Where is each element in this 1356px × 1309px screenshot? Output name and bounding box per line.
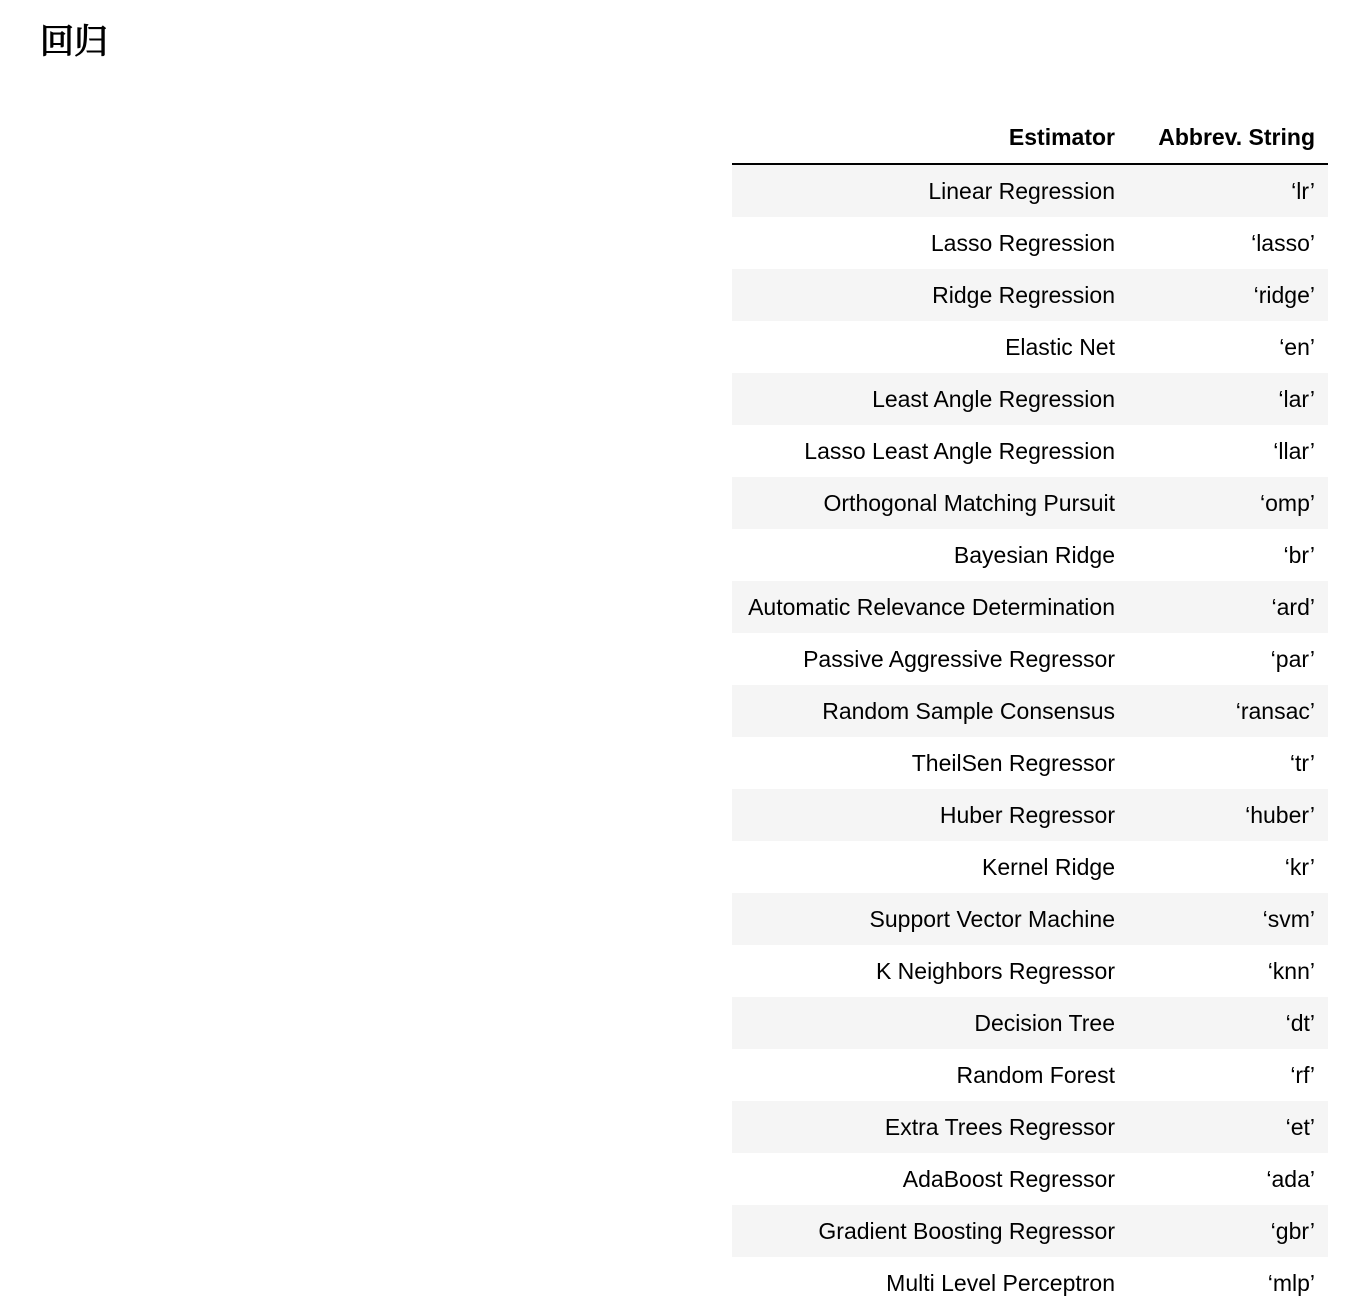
- abbrev-string-cell: ‘et’: [1128, 1101, 1328, 1153]
- table-row: [732, 529, 1328, 581]
- table-row: [732, 945, 1328, 997]
- abbrev-string-cell: ‘rf’: [1290, 1061, 1315, 1088]
- estimator-cell: AdaBoost Regressor: [902, 1165, 1115, 1192]
- abbrev-string-cell: ‘llar’: [1273, 437, 1315, 464]
- table-row: [732, 789, 1328, 841]
- table-row: [732, 1257, 1328, 1309]
- abbrev-string-cell: ‘knn’: [1267, 957, 1315, 984]
- abbrev-string-cell: ‘ard’: [1128, 581, 1328, 633]
- abbrev-string-cell: ‘br’: [1283, 541, 1315, 568]
- table-row: [732, 581, 1328, 633]
- table-row: [732, 217, 1328, 269]
- abbrev-string-cell: ‘ransac’: [1128, 685, 1328, 737]
- table-header-row: [732, 112, 1328, 164]
- table-row: [732, 633, 1328, 685]
- abbrev-string-cell: ‘lasso’: [1251, 229, 1315, 256]
- estimator-cell: Elastic Net: [1005, 333, 1115, 360]
- abbrev-string-cell: ‘dt’: [1128, 997, 1328, 1049]
- abbrev-string-cell: ‘omp’: [1128, 477, 1328, 529]
- estimator-cell: Orthogonal Matching Pursuit: [732, 477, 1128, 529]
- abbrev-column-header: Abbrev. String: [1128, 112, 1328, 164]
- abbrev-string-cell: ‘ada’: [1266, 1165, 1315, 1192]
- table-row: [732, 893, 1328, 945]
- table-row: [732, 321, 1328, 373]
- table-row: [732, 373, 1328, 425]
- estimator-cell: Multi Level Perceptron: [886, 1269, 1115, 1296]
- table-header: [732, 112, 1328, 164]
- estimator-cell: Linear Regression: [732, 164, 1128, 217]
- table-row: [732, 685, 1328, 737]
- abbrev-string-cell: ‘mlp’: [1267, 1269, 1315, 1296]
- estimator-cell: Passive Aggressive Regressor: [803, 645, 1115, 672]
- estimator-cell: Gradient Boosting Regressor: [732, 1205, 1128, 1257]
- abbrev-string-cell: ‘huber’: [1128, 789, 1328, 841]
- table-row: [732, 1205, 1328, 1257]
- page-title: 回归: [40, 22, 108, 62]
- abbrev-string-cell: ‘tr’: [1289, 749, 1315, 776]
- estimator-table: [732, 112, 1328, 1309]
- estimator-cell: K Neighbors Regressor: [875, 957, 1115, 984]
- estimator-cell: Decision Tree: [732, 997, 1128, 1049]
- table-row: [732, 1101, 1328, 1153]
- table-row: [732, 737, 1328, 789]
- estimator-cell: Support Vector Machine: [732, 893, 1128, 945]
- abbrev-string-cell: ‘en’: [1279, 333, 1315, 360]
- estimator-cell: Lasso Least Angle Regression: [804, 437, 1115, 464]
- estimator-cell: Extra Trees Regressor: [732, 1101, 1128, 1153]
- abbrev-string-cell: ‘lr’: [1128, 164, 1328, 217]
- table-row: [732, 1049, 1328, 1101]
- abbrev-string-cell: ‘ridge’: [1128, 269, 1328, 321]
- abbrev-string-cell: ‘lar’: [1128, 373, 1328, 425]
- estimator-cell: Huber Regressor: [732, 789, 1128, 841]
- table-row: [732, 477, 1328, 529]
- estimator-cell: Bayesian Ridge: [953, 541, 1115, 568]
- abbrev-string-cell: ‘par’: [1270, 645, 1315, 672]
- estimator-column-header: Estimator: [732, 112, 1128, 164]
- table-row: [732, 164, 1328, 217]
- estimator-cell: Random Forest: [956, 1061, 1115, 1088]
- estimator-cell: Lasso Regression: [930, 229, 1115, 256]
- estimator-cell: Random Sample Consensus: [732, 685, 1128, 737]
- abbrev-string-cell: ‘kr’: [1284, 853, 1315, 880]
- table-row: [732, 841, 1328, 893]
- estimator-cell: Ridge Regression: [732, 269, 1128, 321]
- estimator-cell: Kernel Ridge: [982, 853, 1115, 880]
- abbrev-string-cell: ‘gbr’: [1128, 1205, 1328, 1257]
- table-row: [732, 997, 1328, 1049]
- table-body: [732, 164, 1328, 1309]
- table-row: [732, 1153, 1328, 1205]
- estimator-cell: Least Angle Regression: [732, 373, 1128, 425]
- table-row: [732, 425, 1328, 477]
- estimator-cell: TheilSen Regressor: [911, 749, 1115, 776]
- estimator-cell: Automatic Relevance Determination: [732, 581, 1128, 633]
- abbrev-string-cell: ‘svm’: [1128, 893, 1328, 945]
- table-row: [732, 269, 1328, 321]
